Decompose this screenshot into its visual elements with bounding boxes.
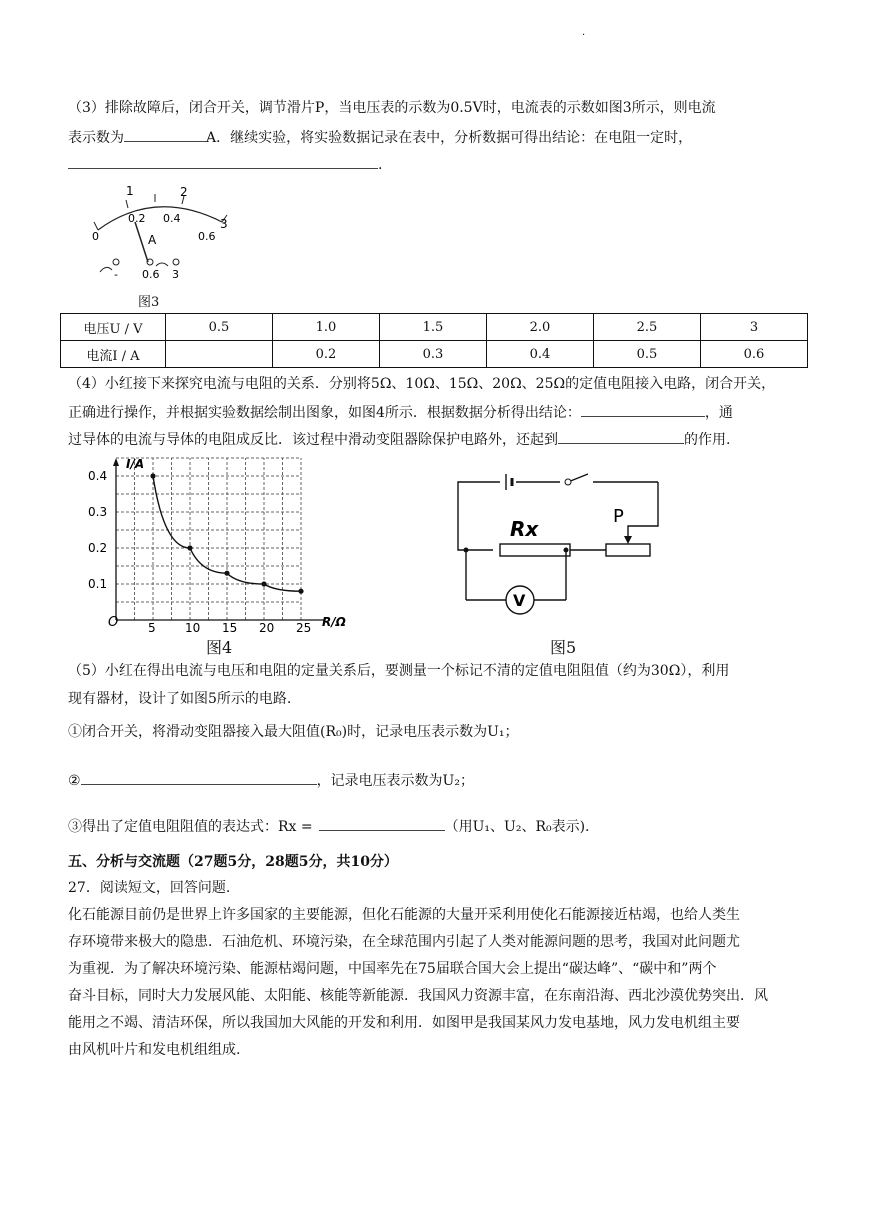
fig3-wire-right (156, 263, 168, 266)
fig5-rheostat (606, 544, 650, 556)
fig5-wire-left-top (458, 482, 500, 550)
fig4-data-point (224, 571, 229, 576)
table-row-voltage (61, 314, 808, 341)
fig3-needle (135, 222, 148, 262)
fig5-resistor-rx (500, 544, 570, 556)
fig5-slider-arrow (624, 536, 632, 544)
fig4-y-tick: 0.3 (88, 505, 108, 519)
fig3-terminal-06-label: 0.6 (142, 268, 160, 281)
q3-line2-post: A．继续实验，将实验数据记录在表中，分析数据可得出结论：在电阻一定时， (206, 130, 693, 146)
q27-passage (68, 902, 808, 1064)
q3-line3 (68, 154, 382, 175)
q4-line2-post: ，通 (704, 405, 733, 421)
fig3-tick-top-1: 1 (126, 184, 134, 198)
fig4-y-tick: 0.1 (88, 577, 108, 591)
passage-line: 为重视．为了解决环境污染、能源枯竭问题，中国率先在75届联合国大会上提出“碳达峰”、“碳中和”两个 (68, 961, 717, 977)
q5-step2-blank[interactable] (81, 770, 317, 785)
data-table (60, 313, 808, 368)
q3-line2 (68, 127, 692, 148)
header-dot: · (582, 30, 586, 41)
q4-line3-pre: 过导体的电流与导体的电阻成反比．该过程中滑动变阻器除保护电路外，还起到 (68, 432, 558, 448)
table-cell: 1.5 (380, 314, 487, 341)
table-cell: 0.2 (273, 341, 380, 368)
q4-line2-pre: 正确进行操作，并根据实验数据绘制出图象，如图4所示．根据数据分析得出结论： (68, 405, 581, 421)
fig3-tick-bottom-0: 0 (92, 230, 99, 243)
fig3-tick-bottom-0-4: 0.4 (163, 212, 181, 225)
table-cell: 0.5 (166, 314, 273, 341)
fig5-junction-left (464, 548, 469, 553)
table-cell: 0.4 (487, 341, 594, 368)
fig4-x-tick: 25 (296, 621, 312, 634)
table-cell: 0.3 (380, 341, 487, 368)
q4-conclusion-blank[interactable] (581, 402, 705, 417)
q3-answer-blank[interactable] (124, 127, 206, 142)
q4-line2 (68, 402, 733, 423)
q4-line3-post: 的作用. (684, 432, 731, 448)
table-row-current (61, 341, 808, 368)
fig4-data-point (187, 545, 192, 550)
passage-line: 奋斗目标，同时大力发展风能、太阳能、核能等新能源．我国风力资源丰富，在东南沿海、西北沙漠优势突出．风 (68, 988, 768, 1004)
fig4-y-tick: 0.2 (88, 541, 108, 555)
q27-intro: 27．阅读短文，回答问题. (68, 880, 231, 896)
fig4-data-point (150, 473, 155, 478)
fig3-dial-arc (98, 207, 222, 230)
section5-title: 五、分析与交流题（27题5分，28题5分，共10分） (68, 854, 398, 870)
passage-line: 存环境带来极大的隐患．石油危机、环境污染，在全球范围内引起了人类对能源问题的思考，我国对此问题尤 (68, 934, 740, 950)
fig4-x-tick: 10 (185, 621, 201, 634)
q5-line1: （5）小红在得出电流与电压和电阻的定量关系后，要测量一个标记不清的定值电阻阻值（约为30Ω），利用 (68, 663, 730, 679)
q5-step3-post: （用U₁、U₂、R₀表示). (444, 819, 590, 835)
q5-step2 (68, 770, 474, 791)
fig4-y-tick: 0.4 (88, 469, 108, 483)
fig3-tick-top-2: 2 (180, 185, 188, 199)
fig3-tick-bottom-0-2: 0.2 (128, 212, 146, 225)
fig4-grid (116, 458, 301, 620)
table-cell: 2.5 (594, 314, 701, 341)
fig4-x-tick: 20 (259, 621, 275, 634)
q3-line2-pre: 表示数为 (68, 130, 124, 146)
q5-expression-blank[interactable] (319, 816, 445, 831)
q4-role-blank[interactable] (558, 429, 684, 444)
fig5-wire-right (628, 482, 658, 536)
q5-line2: 现有器材，设计了如图5所示的电路. (68, 691, 292, 707)
fig4-x-tick: 15 (222, 621, 238, 634)
fig5-caption: 图5 (550, 638, 577, 657)
fig3-terminal-3 (173, 259, 179, 265)
passage-line: 由风机叶片和发电机组组成. (68, 1042, 241, 1058)
table-row2-label: 电流I / A (61, 341, 166, 368)
fig4-data-point (298, 589, 303, 594)
q5-step3-pre: ③得出了定值电阻阻值的表达式：Rx = (68, 819, 313, 835)
table-cell: 1.0 (273, 314, 380, 341)
table-row1-label: 电压U / V (61, 314, 166, 341)
fig3-unit: A (148, 233, 157, 247)
fig4-x-label: R/Ω (322, 615, 346, 629)
fig3-wire-left (100, 267, 112, 272)
passage-line: 化石能源目前仍是世界上许多国家的主要能源，但化石能源的大量开采利用使化石能源接近枯竭，也给人类生 (68, 907, 740, 923)
fig3-tick-bottom-0-6: 0.6 (198, 230, 216, 243)
fig4-caption: 图4 (206, 638, 233, 657)
fig5-p-label: P (613, 506, 624, 527)
table-cell-blank[interactable] (166, 341, 273, 368)
q5-step3 (68, 816, 590, 837)
q5-step1: ①闭合开关，将滑动变阻器接入最大阻值(R₀)时，记录电压表示数为U₁； (68, 724, 519, 740)
fig5-circuit-diagram (448, 470, 678, 635)
fig3-tick-top-3: 3 (220, 217, 228, 231)
fig4-x-tick: 5 (148, 621, 156, 634)
fig5-meter-label: V (513, 591, 526, 610)
table-cell: 0.5 (594, 341, 701, 368)
fig4-origin: O (108, 615, 119, 630)
q3-line3-end: . (378, 157, 383, 173)
q3-line1: （3）排除故障后，闭合开关，调节滑片P，当电压表的示数为0.5V时，电流表的示数如图3所示，则电流 (68, 100, 716, 116)
fig4-data-point (261, 581, 266, 586)
fig4-y-label: I/A (126, 457, 145, 471)
table-cell: 0.6 (701, 341, 808, 368)
q5-step2-post: ，记录电压表示数为U₂； (316, 773, 474, 789)
fig3-terminal-neg (113, 259, 119, 265)
fig3-ammeter-diagram (70, 180, 250, 290)
fig4-y-arrow (113, 458, 119, 466)
passage-line: 能用之不竭、清洁环保，所以我国加大风能的开发和利用．如图甲是我国某风力发电基地，风力发电机组主要 (68, 1015, 740, 1031)
table-cell: 3 (701, 314, 808, 341)
fig5-junction-right (564, 548, 569, 553)
q4-line1: （4）小红接下来探究电流与电阻的关系．分别将5Ω、10Ω、15Ω、20Ω、25Ω的定值电阻接入电路，闭合开关， (68, 376, 776, 392)
q5-step2-pre: ② (68, 773, 81, 789)
fig5-rx-label: Rx (510, 517, 539, 541)
q3-conclusion-blank[interactable] (68, 154, 378, 169)
fig5-switch-pivot (565, 479, 571, 485)
fig3-caption: 图3 (138, 295, 160, 310)
fig4-chart (86, 456, 356, 634)
fig3-terminal-3-label: 3 (172, 268, 179, 281)
q4-line3 (68, 429, 730, 450)
fig3-terminal-neg-label: - (114, 268, 118, 281)
table-cell: 2.0 (487, 314, 594, 341)
